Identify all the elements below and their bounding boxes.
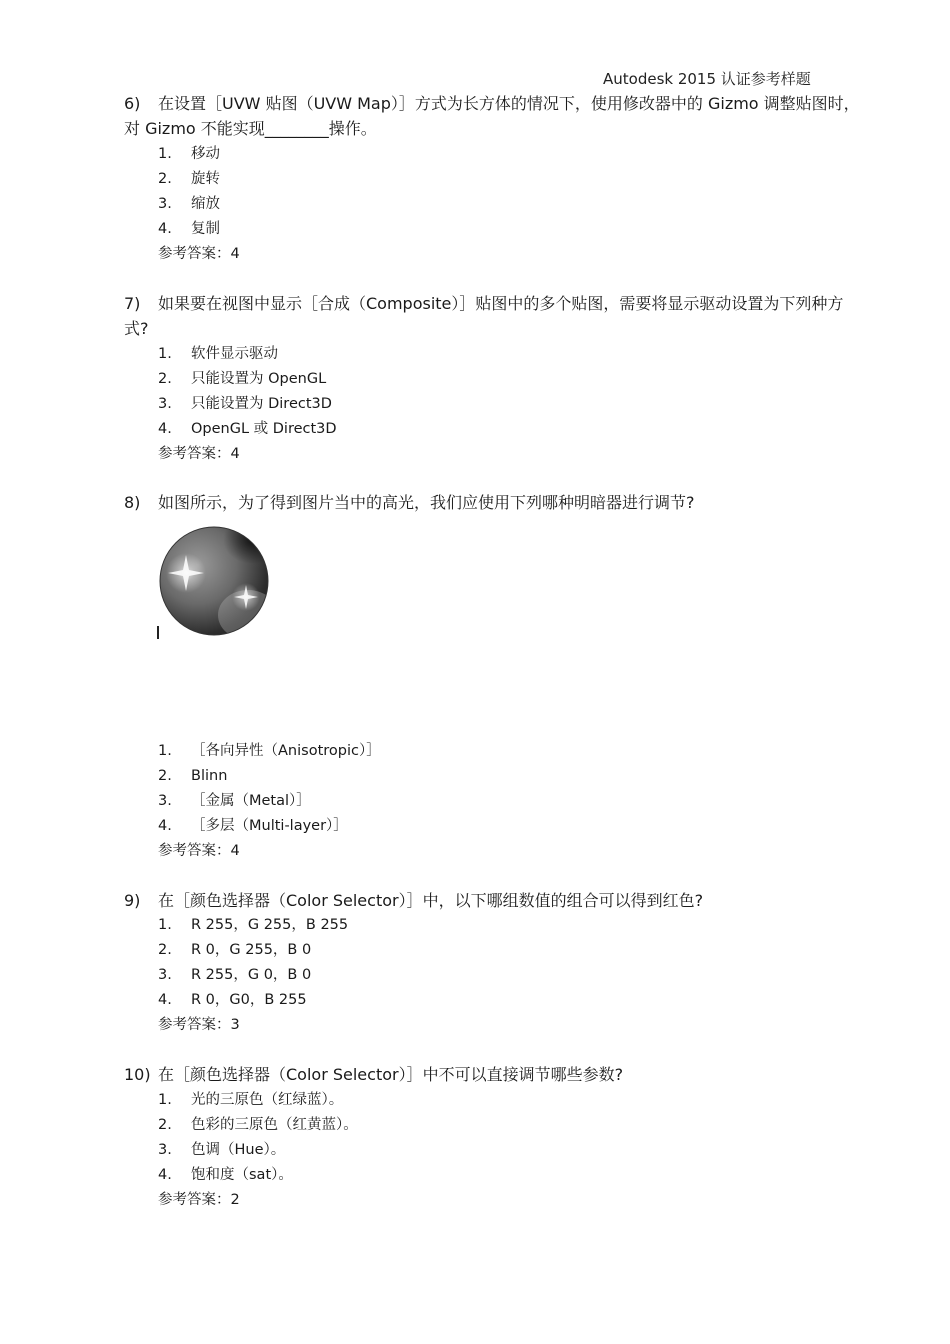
question-text: 在设置［UVW 贴图（UVW Map）］方式为长方体的情况下，使用修改器中的 Gizmo 调整贴图时，对 Gizmo 不能实现________操作。 (124, 94, 860, 138)
question-number: 7) (124, 294, 141, 313)
question-8 (124, 490, 864, 515)
shader-sphere-image (158, 525, 270, 637)
question-number: 8) (124, 493, 141, 512)
option-item: 2. 色彩的三原色（红黄蓝）。 (158, 1117, 358, 1133)
option-item: 2. Blinn (158, 768, 228, 784)
option-item: 2. 旋转 (158, 171, 220, 187)
answer: 参考答案：4 (158, 446, 240, 462)
answer: 参考答案：4 (158, 843, 240, 859)
question-number: 9) (124, 891, 141, 910)
answer: 参考答案：4 (158, 246, 240, 262)
option-item: 4. 饱和度（sat）。 (158, 1167, 293, 1183)
option-item: 1. 移动 (158, 146, 220, 162)
option-item: 4. OpenGL 或 Direct3D (158, 421, 337, 437)
question-text: 在［颜色选择器（Color Selector）］中不可以直接调节哪些参数? (158, 1065, 624, 1084)
option-item: 1. 软件显示驱动 (158, 346, 278, 362)
question-9 (124, 888, 864, 913)
answer: 参考答案：3 (158, 1017, 240, 1033)
options-8 (158, 739, 381, 864)
options-7 (158, 342, 337, 467)
page-header: Autodesk 2015 认证参考样题 (603, 70, 811, 88)
option-item: 3. 缩放 (158, 196, 220, 212)
question-7 (124, 291, 864, 341)
question-text: 在［颜色选择器（Color Selector）］中，以下哪组数值的组合可以得到红色? (158, 891, 704, 910)
options-9 (158, 913, 348, 1038)
option-item: 1. ［各向异性（Anisotropic）］ (158, 743, 381, 759)
answer: 参考答案：2 (158, 1192, 240, 1208)
question-number: 10) (124, 1065, 151, 1084)
question-6 (124, 91, 864, 141)
question-10 (124, 1062, 864, 1087)
question-text: 如图所示，为了得到图片当中的高光，我们应使用下列哪种明暗器进行调节? (158, 493, 695, 512)
option-item: 3. ［金属（Metal）］ (158, 793, 311, 809)
option-item: 4. R 0，G0，B 255 (158, 992, 307, 1008)
text-cursor (157, 626, 159, 639)
option-item: 2. 只能设置为 OpenGL (158, 371, 327, 387)
option-item: 3. R 255，G 0，B 0 (158, 967, 312, 983)
option-item: 3. 色调（Hue）。 (158, 1142, 286, 1158)
options-6 (158, 142, 240, 267)
option-item: 3. 只能设置为 Direct3D (158, 396, 332, 412)
question-number: 6) (124, 94, 141, 113)
option-item: 1. 光的三原色（红绿蓝）。 (158, 1092, 344, 1108)
option-item: 2. R 0，G 255，B 0 (158, 942, 312, 958)
options-10 (158, 1088, 358, 1213)
option-item: 4. 复制 (158, 221, 220, 237)
option-item: 1. R 255，G 255，B 255 (158, 917, 349, 933)
option-item: 4. ［多层（Multi-layer）］ (158, 818, 348, 834)
question-text: 如果要在视图中显示［合成（Composite）］贴图中的多个贴图，需要将显示驱动设置为下列种方式? (124, 294, 844, 338)
